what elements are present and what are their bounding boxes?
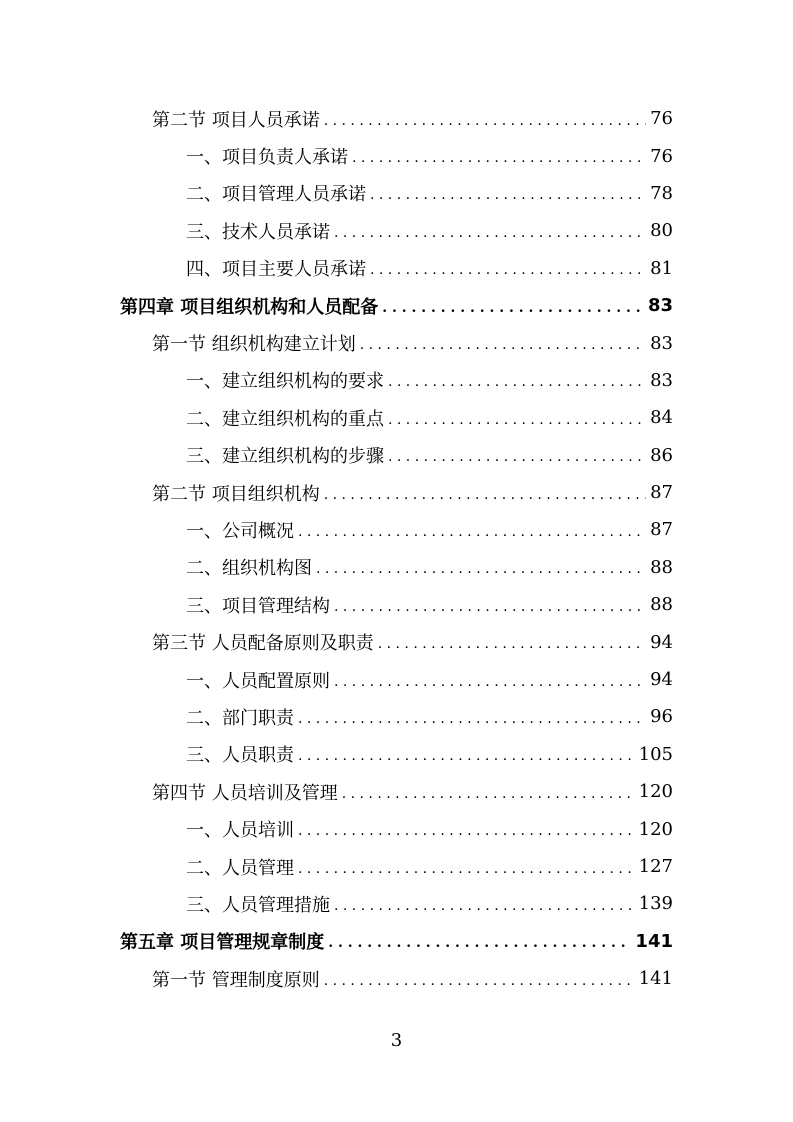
dot-leader [298,519,646,541]
dot-leader [324,108,646,130]
toc-entry-page-number: 80 [650,220,673,242]
dot-leader [334,220,646,242]
toc-entry-title: 二、部门职责 [186,707,294,729]
dot-leader [328,930,631,952]
dot-leader [316,556,646,578]
toc-entry-title: 三、项目管理结构 [186,595,330,617]
toc-entry-title: 三、人员职责 [186,745,294,767]
toc-entry-page-number: 84 [650,407,673,429]
toc-entry-title: 二、建立组织机构的重点 [186,408,384,430]
toc-entry-title: 四、项目主要人员承诺 [186,259,366,281]
toc-entry-page-number: 83 [650,369,673,391]
toc-entry-page-number: 139 [638,893,673,915]
toc-section-entry[interactable] [152,960,673,997]
toc-entry-title: 一、人员配置原则 [186,670,330,692]
toc-subsection-entry[interactable] [186,549,673,586]
toc-subsection-entry[interactable] [186,586,673,623]
dot-leader [370,182,646,204]
toc-entry-title: 二、组织机构图 [186,558,312,580]
table-of-contents [0,100,793,997]
toc-entry-page-number: 83 [647,295,673,317]
toc-subsection-entry[interactable] [186,437,673,474]
toc-entry-page-number: 141 [638,968,673,990]
toc-entry-title: 一、建立组织机构的要求 [186,371,384,393]
toc-entry-page-number: 76 [650,108,673,130]
toc-entry-page-number: 94 [650,631,673,653]
dot-leader [352,145,646,167]
toc-entry-page-number: 83 [650,332,673,354]
toc-section-entry[interactable] [152,100,673,137]
toc-chapter-entry[interactable] [120,287,673,324]
dot-leader [298,706,646,728]
dot-leader [334,669,646,691]
toc-entry-page-number: 127 [638,856,673,877]
toc-entry-page-number: 105 [638,743,673,765]
dot-leader [334,594,646,616]
toc-entry-page-number: 96 [650,706,673,728]
dot-leader [342,781,635,803]
toc-subsection-entry[interactable] [186,810,673,847]
toc-section-entry[interactable] [152,773,673,810]
toc-subsection-entry[interactable] [186,362,673,399]
dot-leader [298,818,635,840]
toc-entry-title: 三、人员管理措施 [186,894,330,916]
toc-entry-page-number: 120 [638,781,673,803]
toc-subsection-entry[interactable] [186,848,673,885]
dot-leader [324,482,646,504]
dot-leader [378,631,646,653]
toc-entry-title: 第五章 项目管理规章制度 [120,932,325,954]
toc-entry-title: 三、技术人员承诺 [186,221,330,243]
toc-entry-title: 二、人员管理 [186,857,294,879]
toc-section-entry[interactable] [152,474,673,511]
toc-chapter-entry[interactable] [120,923,673,960]
toc-entry-page-number: 76 [650,145,673,167]
toc-entry-title: 第四节 人员培训及管理 [152,782,338,804]
toc-subsection-entry[interactable] [186,698,673,735]
toc-entry-page-number: 87 [650,519,673,541]
toc-subsection-entry[interactable] [186,175,673,212]
toc-entry-title: 第一节 组织机构建立计划 [152,334,356,356]
toc-entry-title: 第二节 项目组织机构 [152,483,320,505]
toc-entry-title: 二、项目管理人员承诺 [186,184,366,206]
toc-entry-page-number: 141 [635,930,673,952]
toc-entry-title: 一、项目负责人承诺 [186,147,348,169]
dot-leader [388,407,646,429]
dot-leader [388,369,646,391]
toc-subsection-entry[interactable] [186,661,673,698]
toc-subsection-entry[interactable] [186,736,673,773]
toc-section-entry[interactable] [152,623,673,660]
dot-leader [324,968,635,990]
dot-leader [382,295,644,317]
dot-leader [298,856,635,878]
toc-entry-page-number: 78 [650,182,673,204]
toc-entry-title: 第二节 项目人员承诺 [152,109,320,131]
toc-entry-title: 一、人员培训 [186,820,294,842]
dot-leader [370,257,646,279]
toc-subsection-entry[interactable] [186,137,673,174]
toc-entry-page-number: 86 [650,444,673,466]
toc-subsection-entry[interactable] [186,511,673,548]
dot-leader [360,332,646,354]
toc-entry-page-number: 88 [650,594,673,616]
toc-entry-title: 三、建立组织机构的步骤 [186,446,384,468]
toc-subsection-entry[interactable] [186,399,673,436]
toc-subsection-entry[interactable] [186,885,673,922]
toc-entry-title: 一、公司概况 [186,520,294,542]
toc-entry-title: 第三节 人员配备原则及职责 [152,633,374,655]
toc-section-entry[interactable] [152,324,673,361]
toc-subsection-entry[interactable] [186,212,673,249]
toc-entry-page-number: 120 [638,818,673,840]
toc-subsection-entry[interactable] [186,250,673,287]
dot-leader [388,444,646,466]
toc-entry-title: 第四章 项目组织机构和人员配备 [120,296,379,318]
toc-entry-page-number: 81 [650,257,673,279]
dot-leader [298,743,635,765]
toc-entry-page-number: 87 [650,482,673,504]
toc-entry-title: 第一节 管理制度原则 [152,969,320,991]
page-number: 3 [390,1030,403,1051]
toc-entry-page-number: 88 [650,556,673,578]
toc-entry-page-number: 94 [650,669,673,691]
dot-leader [334,893,635,915]
